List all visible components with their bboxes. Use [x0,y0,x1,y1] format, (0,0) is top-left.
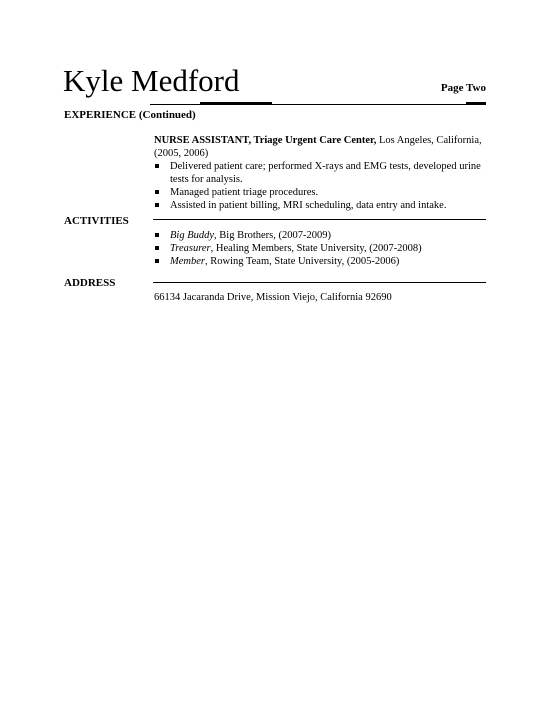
activity-detail: , Big Brothers, (2007-2009) [214,230,331,241]
list-item: Assisted in patient billing, MRI scheduling, data entry and intake. [154,199,484,212]
header-divider-accent-right [466,102,486,104]
activity-role: Treasurer [170,243,211,254]
experience-heading: EXPERIENCE (Continued) [64,109,196,121]
address-divider [153,282,486,283]
address-heading: ADDRESS [64,277,116,289]
header-divider [150,104,486,105]
page-label: Page Two [440,82,486,94]
address-text: 66134 Jacaranda Drive, Mission Viejo, California 92690 [154,292,392,303]
activities-heading: ACTIVITIES [64,215,129,227]
list-item: Managed patient triage procedures. [154,186,484,199]
job-duties-list [154,160,484,212]
job-location: Los Angeles, California, (2005, 2006) [154,135,482,159]
activity-detail: , Healing Members, State University, (2007-2008) [210,243,422,254]
experience-section [154,134,484,212]
activities-list [154,229,484,268]
list-item: Delivered patient care; performed X-rays and EMG tests, developed urine tests for analysis. [154,160,484,186]
list-item [154,242,484,255]
candidate-name: Kyle Medford [63,63,240,98]
header-divider-accent [200,102,272,104]
job-title: NURSE ASSISTANT, Triage Urgent Care Center, [154,135,377,146]
activity-role: Member [170,256,205,267]
activities-section [154,229,484,268]
list-item [154,255,484,268]
list-item [154,229,484,242]
activity-role: Big Buddy [170,230,215,241]
activity-detail: , Rowing Team, State University, (2005-2006) [205,256,400,267]
activities-divider [153,219,486,220]
job-entry [154,134,484,160]
